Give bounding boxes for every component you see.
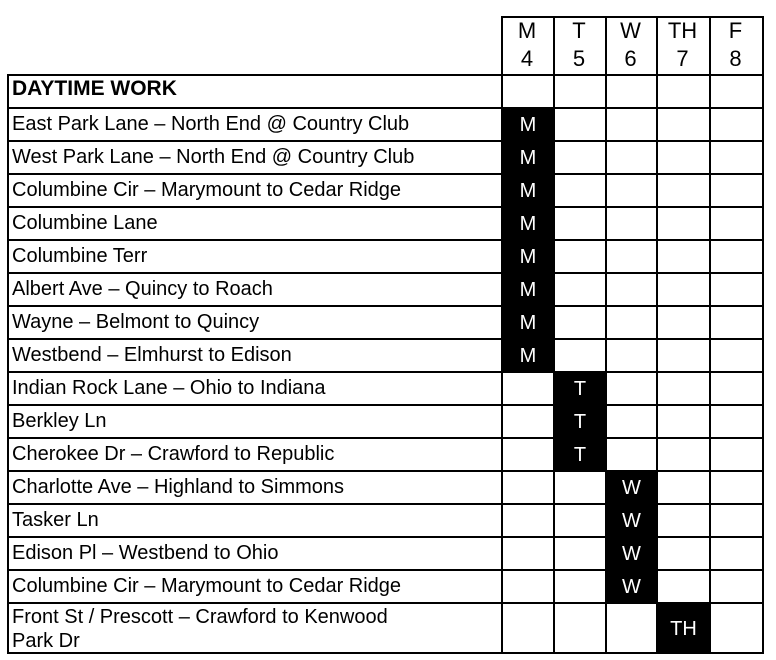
- street-label: Columbine Cir – Marymount to Cedar Ridge: [12, 575, 402, 597]
- column-header-day: TH: [667, 18, 698, 43]
- column-border: [656, 16, 658, 654]
- work-day-cell: W: [607, 505, 656, 538]
- title-row-border: [7, 74, 764, 76]
- row-border: [7, 206, 764, 208]
- street-label: Berkley Ln: [12, 410, 107, 432]
- work-day-cell: M: [503, 274, 553, 307]
- column-border: [709, 16, 711, 654]
- street-label: Tasker Ln: [12, 509, 99, 531]
- column-header-date: 8: [729, 46, 742, 71]
- row-border: [7, 272, 764, 274]
- street-label: Columbine Lane: [12, 212, 158, 234]
- work-day-cell: W: [607, 472, 656, 505]
- column-header-date: 6: [624, 46, 637, 71]
- column-header-date: 4: [520, 46, 534, 71]
- street-label: Indian Rock Lane – Ohio to Indiana: [12, 377, 326, 399]
- column-header-day: T: [572, 18, 586, 43]
- row-border: [7, 437, 764, 439]
- column-border: [762, 16, 764, 654]
- work-day-cell: M: [503, 307, 553, 340]
- work-day-cell: W: [607, 538, 656, 571]
- street-label: Edison Pl – Westbend to Ohio: [12, 542, 279, 564]
- work-day-cell: M: [503, 340, 553, 373]
- street-label: Albert Ave – Quincy to Roach: [12, 278, 273, 300]
- street-label: Cherokee Dr – Crawford to Republic: [12, 443, 335, 465]
- work-day-cell: M: [503, 208, 553, 241]
- column-header-day: W: [620, 18, 641, 43]
- street-label: Wayne – Belmont to Quincy: [12, 311, 260, 333]
- column-header-date: 5: [572, 46, 586, 71]
- street-label: [12, 605, 388, 653]
- street-label-line1: Front St / Prescott – Crawford to Kenwood: [12, 606, 388, 628]
- work-day-cell: M: [503, 241, 553, 274]
- work-day-cell: M: [503, 175, 553, 208]
- section-title: DAYTIME WORK: [12, 77, 177, 100]
- work-day-cell: M: [503, 142, 553, 175]
- work-day-cell: W: [607, 571, 656, 604]
- street-label: Charlotte Ave – Highland to Simmons: [12, 476, 345, 498]
- column-header-date: 7: [676, 46, 689, 71]
- row-border: [7, 305, 764, 307]
- row-border: [7, 239, 764, 241]
- table-left-border: [7, 74, 9, 654]
- work-day-cell: T: [555, 439, 605, 472]
- street-label: West Park Lane – North End @ Country Club: [12, 146, 415, 168]
- row-border: [7, 371, 764, 373]
- column-border: [553, 16, 555, 654]
- row-border: [7, 140, 764, 142]
- row-border: [7, 404, 764, 406]
- row-border: [7, 173, 764, 175]
- street-label: Columbine Terr: [12, 245, 148, 267]
- work-day-cell: T: [555, 406, 605, 439]
- street-label-line2: Park Dr: [12, 630, 80, 652]
- work-day-cell: M: [503, 109, 553, 142]
- row-border: [7, 338, 764, 340]
- work-day-cell: TH: [658, 604, 709, 654]
- street-label: East Park Lane – North End @ Country Club: [12, 113, 410, 135]
- work-day-cell: T: [555, 373, 605, 406]
- street-label: Westbend – Elmhurst to Edison: [12, 344, 292, 366]
- column-header-day: M: [517, 18, 537, 43]
- street-label: Columbine Cir – Marymount to Cedar Ridge: [12, 179, 402, 201]
- column-header-day: F: [728, 18, 743, 43]
- row-border: [7, 107, 764, 109]
